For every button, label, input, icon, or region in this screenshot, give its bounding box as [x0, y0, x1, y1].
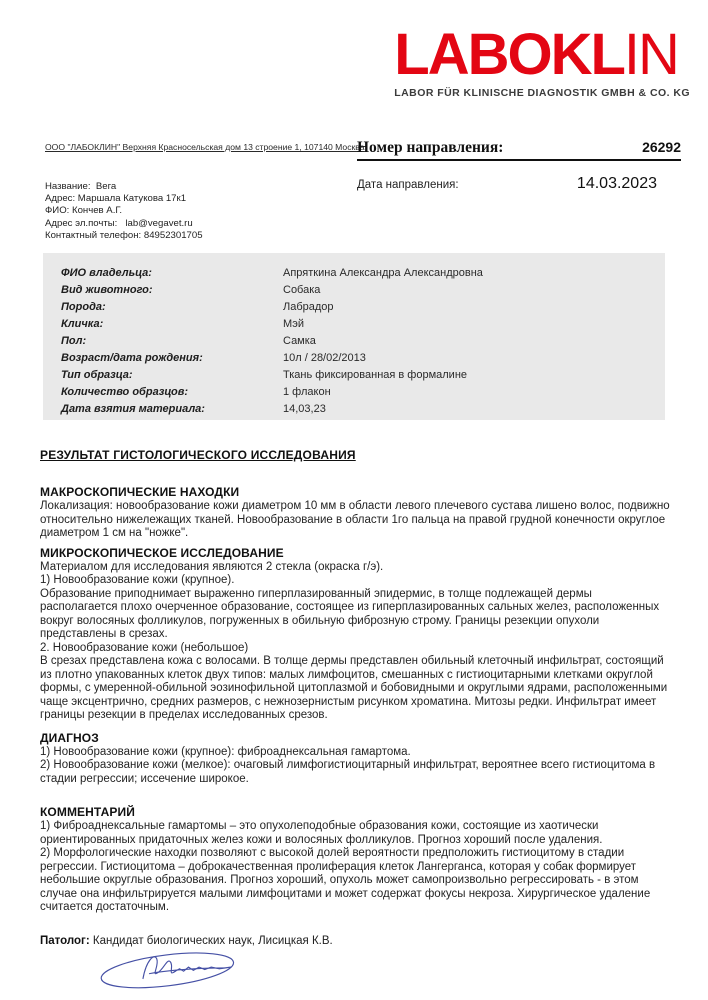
logo-wordmark-light: IN	[623, 22, 678, 87]
patient-value: Мэй	[283, 317, 305, 330]
paragraph: 2. Новообразование кожи (небольшое)	[40, 641, 249, 654]
logo-wordmark-bold: LABOKL	[394, 22, 624, 87]
paragraph: 2) Новообразование кожи (мелкое): очаговый лимфогистиоцитарный инфильтрат, вероятнее всего гистиоцитома в стадии регрессии; иссечение широкое.	[40, 759, 656, 785]
patient-row-breed	[61, 298, 665, 315]
patient-value: 10л / 28/02/2013	[283, 351, 366, 364]
patient-row-sample-type	[61, 366, 665, 383]
paragraph: 1) Фиброаднексальные гамартомы – это опухолеподобные образования кожи, состоящие из хаотически ориентированных придаточных желез кожи и волосяных фолликулов. Прогноз хороший после удаления.	[40, 820, 603, 846]
patient-label: Дата взятия материала:	[61, 402, 205, 415]
patient-value: Лабрадор	[283, 300, 334, 313]
patient-label: Вид животного:	[61, 283, 153, 296]
section-comment	[40, 805, 670, 915]
referral-number-label: Номер направления:	[357, 139, 504, 156]
paragraph: 1) Новообразование кожи (крупное).	[40, 574, 235, 586]
referral-date-row	[357, 175, 681, 193]
sender-address-text: ООО "ЛАБОКЛИН" Верхняя Красносельская дом 13 строение 1, 107140 Москва	[45, 142, 365, 152]
section-heading-microscopic: МИКРОСКОПИЧЕСКОЕ ИССЛЕДОВАНИЕ	[40, 545, 284, 560]
referral-block	[357, 139, 681, 193]
patient-row-sample-date	[61, 400, 665, 417]
paragraph: 1) Новообразование кожи (крупное): фиброаднексальная гамартома.	[40, 745, 411, 758]
patient-row-owner	[61, 264, 665, 281]
logo-wordmark	[394, 24, 690, 86]
patient-label: Пол:	[61, 334, 87, 347]
section-microscopic	[40, 546, 670, 723]
patient-value: Самка	[283, 334, 316, 347]
patient-label: ФИО владельца:	[61, 266, 152, 279]
patient-row-sex	[61, 332, 665, 349]
paragraph: Материалом для исследования являются 2 стекла (окраска г/э).	[40, 560, 384, 573]
paragraph: 2) Морфологические находки позволяют с высокой долей вероятности предположить гистиоцитому в стадии регрессии. Гистиоцитома – доброкачественная пролиферация клеток Лангерганса, которая у собак формирует небольшие округлые образования. Прогноз хороший, опухоль может самопроизвольно регрессировать - в этом случае она инфильтрируется малыми лимфоцитами и может содержат фокусы некроза. Хирургическое удаление считается достаточным.	[40, 847, 651, 913]
clinic-person-line: ФИО: Кончев А.Г.	[45, 205, 123, 217]
section-diagnosis	[40, 731, 670, 787]
patient-row-age	[61, 349, 665, 366]
patient-row-species	[61, 281, 665, 298]
report-title: РЕЗУЛЬТАТ ГИСТОЛОГИЧЕСКОГО ИССЛЕДОВАНИЯ	[40, 448, 356, 462]
patient-label: Тип образца:	[61, 368, 133, 381]
pathologist-label: Патолог:	[40, 935, 90, 947]
sender-address	[45, 142, 365, 153]
referral-date-label: Дата направления:	[357, 179, 459, 191]
patient-label: Порода:	[61, 300, 106, 313]
section-heading-comment: КОММЕНТАРИЙ	[40, 805, 135, 819]
section-heading-macroscopic: МАКРОСКОПИЧЕСКИЕ НАХОДКИ	[40, 485, 240, 499]
logo-subtitle: LABOR FÜR KLINISCHE DIAGNOSTIK GMBH & CO. KG	[394, 87, 690, 99]
report-body	[40, 448, 670, 915]
patient-label: Возраст/дата рождения:	[61, 351, 203, 364]
clinic-address-line: Адрес: Маршала Катукова 17к1	[45, 193, 187, 205]
referral-date-value: 14.03.2023	[576, 175, 657, 192]
paragraph: В срезах представлена кожа с волосами. В толще дермы представлен обильный клеточный инфильтрат, состоящий из плотно упакованных клеток двух типов: малых лимфоцитов, смешанных с гистиоцитарными клетками округлой формы, с умеренной-обильной эозинофильной цитоплазмой и бобовидными и округлыми ядрами, расположенными чаще эксцентрично, средних размеров, с нежнозернистым рисунком хроматина. Митозы редки. Инфильтрат имеет границы резекции в пределах исследованных срезов.	[40, 655, 668, 721]
referral-number-value: 26292	[642, 139, 681, 155]
section-heading-diagnosis: ДИАГНОЗ	[40, 730, 99, 745]
patient-label: Кличка:	[61, 317, 104, 330]
patient-value: Апряткина Александра Александровна	[283, 266, 483, 279]
clinic-contact-block	[45, 181, 365, 242]
patient-label: Количество образцов:	[61, 385, 189, 398]
patient-row-sample-count	[61, 383, 665, 400]
patient-row-name	[61, 315, 665, 332]
clinic-phone-line: Контактный телефон: 84952301705	[45, 229, 203, 241]
patient-value: 14,03,23	[283, 402, 326, 415]
clinic-name-line: Название: Вега	[45, 181, 117, 192]
paragraph: Локализация: новообразование кожи диаметром 10 мм в области левого плечевого сустава лишено волос, подвижно относительно нижележащих тканей. Новообразование в области 1го пальца на правой грудной конечности округлое диаметром 1 см на "ножке".	[40, 500, 670, 539]
referral-number-row	[357, 139, 681, 161]
patient-value: Собака	[283, 283, 321, 296]
section-macroscopic	[40, 485, 670, 541]
patient-value: 1 флакон	[283, 385, 331, 398]
patient-value: Ткань фиксированная в формалине	[283, 368, 468, 381]
pathologist-name: Кандидат биологических наук, Лисицкая К.В.	[89, 935, 333, 947]
patient-info-panel	[43, 253, 665, 420]
signature-icon	[92, 946, 272, 998]
paragraph: Образование приподнимает выраженно гиперплазированный эпидермис, в толще подлежащей дермы располагается плохо очерченное образование, состоящее из гиперплазированных сальных желез, расположенных вокруг волосяных фолликулов, погруженных в обильную фиброзную строму. Границы резекции опухоли представлены в срезах.	[40, 587, 660, 640]
laboklin-logo	[394, 24, 690, 99]
clinic-email-line: Адрес эл.почты: lab@vegavet.ru	[45, 217, 193, 229]
